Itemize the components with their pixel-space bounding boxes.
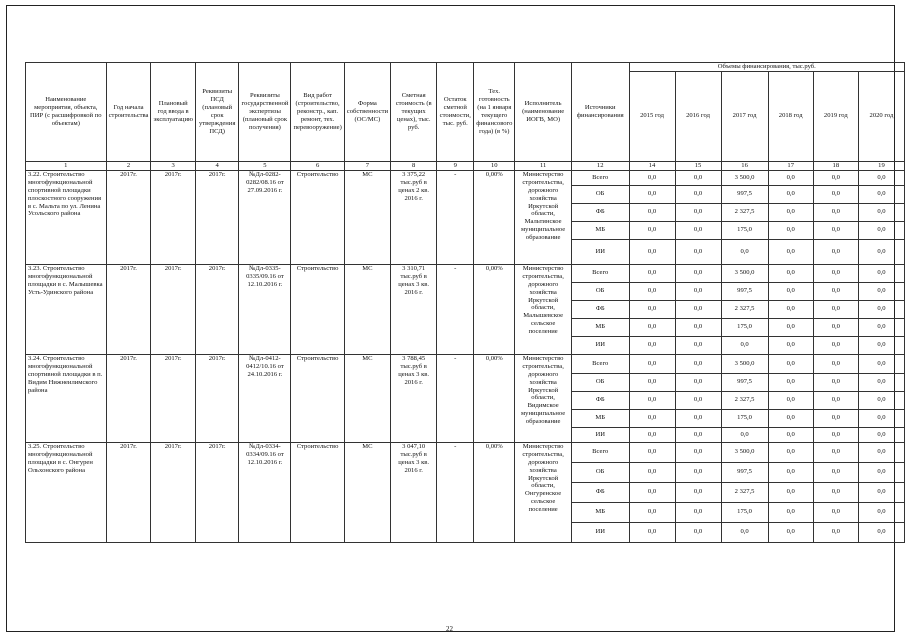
header-sources: Источники финансирования	[571, 63, 629, 162]
expertise: №Дл-0334-0334/09.16 от 12.10.2016 г.	[239, 442, 291, 542]
funding-value: 0,0	[858, 522, 904, 542]
funding-value: 0,0	[813, 462, 858, 482]
funding-value: 0,0	[768, 239, 813, 264]
header-year-1: 2016 год	[675, 71, 721, 161]
funding-value: 0,0	[768, 391, 813, 409]
funding-value: 0,0	[629, 185, 675, 203]
header-psd: Реквизиты ПСД (плановый срок утверждения ПСД)	[195, 63, 239, 162]
funding-value: 0,0	[813, 442, 858, 462]
funding-value: 0,0	[768, 409, 813, 427]
expertise: №Дл-0335-0335/09.16 от 12.10.2016 г.	[239, 264, 291, 354]
executor: Министерство строительства, дорожного хозяйства Иркутской области, Мальтинское муниципальное образование	[515, 170, 571, 264]
funding-value: 0,0	[768, 462, 813, 482]
psd-date: 2017г.	[195, 442, 239, 542]
funding-value: 0,0	[813, 391, 858, 409]
year-start: 2017г.	[106, 170, 151, 264]
object-name: 3.25. Строительство многофункциональной площадки в с. Онгурен Ольхонского района	[26, 442, 107, 542]
funding-value: 0,0	[629, 221, 675, 239]
funding-value: 0,0	[675, 427, 721, 442]
column-number: 17	[768, 161, 813, 170]
funding-value: 0,0	[675, 502, 721, 522]
funding-value: 0,0	[858, 442, 904, 462]
funding-value: 0,0	[813, 221, 858, 239]
funding-value: 0,0	[675, 354, 721, 373]
funding-source: ОБ	[571, 462, 629, 482]
executor: Министерство строительства, дорожного хозяйства Иркутской области, Онгуренское сельское поселение	[515, 442, 571, 542]
estimated-cost: 3 047,10 тыс.руб в ценах 3 кв. 2016 г.	[391, 442, 437, 542]
work-type: Строительство	[291, 354, 344, 442]
executor: Министерство строительства, дорожного хозяйства Иркутской области, Малышевское сельское поселение	[515, 264, 571, 354]
header-remaining-cost: Остаток сметной стоимости, тыс. руб.	[437, 63, 474, 162]
funding-value: 175,0	[721, 502, 768, 522]
funding-source: ФБ	[571, 300, 629, 318]
funding-value: 0,0	[768, 264, 813, 282]
table-body	[26, 170, 905, 542]
psd-date: 2017г.	[195, 354, 239, 442]
funding-value: 0,0	[629, 336, 675, 354]
funding-value: 0,0	[813, 336, 858, 354]
funding-source: ИИ	[571, 239, 629, 264]
funding-source: ФБ	[571, 482, 629, 502]
psd-date: 2017г.	[195, 264, 239, 354]
funding-value: 0,0	[858, 203, 904, 221]
funding-value: 0,0	[813, 282, 858, 300]
funding-value: 0,0	[813, 185, 858, 203]
funding-value: 0,0	[675, 300, 721, 318]
funding-value: 0,0	[675, 336, 721, 354]
funding-value: 0,0	[629, 427, 675, 442]
estimated-cost: 3 375,22 тыс.руб в ценах 2 кв. 2016 г.	[391, 170, 437, 264]
planned-year: 2017г.	[151, 354, 195, 442]
remaining-cost: -	[437, 170, 474, 264]
funding-value: 0,0	[858, 482, 904, 502]
funding-value: 0,0	[858, 409, 904, 427]
funding-value: 2 327,5	[721, 391, 768, 409]
funding-value: 0,0	[813, 239, 858, 264]
funding-source: МБ	[571, 502, 629, 522]
funding-value: 0,0	[813, 300, 858, 318]
funding-source: Всего	[571, 264, 629, 282]
remaining-cost: -	[437, 264, 474, 354]
funding-value: 0,0	[768, 185, 813, 203]
column-number: 9	[437, 161, 474, 170]
table-row	[26, 442, 905, 462]
header-ownership: Форма собственности (ОС/МС)	[344, 63, 390, 162]
header-executor: Исполнитель (наименование ИОГВ, МО)	[515, 63, 571, 162]
funding-value: 0,0	[858, 318, 904, 336]
funding-value: 0,0	[813, 502, 858, 522]
readiness: 0,00%	[474, 354, 515, 442]
funding-value: 0,0	[721, 239, 768, 264]
header-estimated-cost: Сметная стоимость (в текущих ценах), тыс. руб.	[391, 63, 437, 162]
funding-value: 0,0	[675, 170, 721, 185]
year-start: 2017г.	[106, 442, 151, 542]
column-number: 11	[515, 161, 571, 170]
funding-value: 0,0	[675, 462, 721, 482]
funding-value: 0,0	[858, 282, 904, 300]
funding-value: 0,0	[858, 336, 904, 354]
funding-value: 0,0	[858, 170, 904, 185]
funding-value: 3 500,0	[721, 264, 768, 282]
funding-value: 0,0	[813, 354, 858, 373]
funding-value: 997,5	[721, 185, 768, 203]
column-number: 5	[239, 161, 291, 170]
header-year-4: 2019 год	[813, 71, 858, 161]
funding-source: ФБ	[571, 203, 629, 221]
year-start: 2017г.	[106, 354, 151, 442]
column-number: 1	[26, 161, 107, 170]
header-funding-caption: Объемы финансирования, тыс.руб.	[629, 63, 904, 72]
ownership: МС	[344, 170, 390, 264]
funding-value: 0,0	[858, 185, 904, 203]
funding-value: 997,5	[721, 462, 768, 482]
funding-source: ИИ	[571, 427, 629, 442]
column-number: 3	[151, 161, 195, 170]
funding-value: 0,0	[629, 282, 675, 300]
funding-value: 0,0	[813, 318, 858, 336]
ownership: МС	[344, 264, 390, 354]
funding-value: 0,0	[629, 409, 675, 427]
header-year-0: 2015 год	[629, 71, 675, 161]
header-name: Наименование мероприятия, объекта, ПИР (с расшифровкой по объектам)	[26, 63, 107, 162]
funding-value: 0,0	[813, 522, 858, 542]
table-row	[26, 354, 905, 373]
funding-value: 0,0	[675, 203, 721, 221]
column-number: 15	[675, 161, 721, 170]
funding-value: 0,0	[629, 442, 675, 462]
funding-value: 2 327,5	[721, 482, 768, 502]
funding-value: 0,0	[768, 522, 813, 542]
readiness: 0,00%	[474, 442, 515, 542]
header-work-type: Вид работ (строительство, реконстр., кап. ремонт, тех. перевооружение)	[291, 63, 344, 162]
funding-value: 0,0	[768, 482, 813, 502]
column-number: 18	[813, 161, 858, 170]
table-header	[26, 63, 905, 171]
funding-value: 175,0	[721, 221, 768, 239]
funding-value: 0,0	[768, 282, 813, 300]
funding-value: 175,0	[721, 409, 768, 427]
header-year-start: Год начала строительства	[106, 63, 151, 162]
funding-value: 0,0	[768, 427, 813, 442]
funding-value: 0,0	[721, 427, 768, 442]
funding-value: 997,5	[721, 373, 768, 391]
planned-year: 2017г.	[151, 442, 195, 542]
funding-value: 0,0	[768, 318, 813, 336]
funding-value: 3 500,0	[721, 442, 768, 462]
column-number: 14	[629, 161, 675, 170]
readiness: 0,00%	[474, 264, 515, 354]
planned-year: 2017г.	[151, 170, 195, 264]
page-number: 22	[446, 625, 453, 633]
estimated-cost: 3 310,71 тыс.руб в ценах 3 кв. 2016 г.	[391, 264, 437, 354]
funding-source: ОБ	[571, 282, 629, 300]
header-year-5: 2020 год	[858, 71, 904, 161]
funding-value: 0,0	[813, 409, 858, 427]
funding-value: 0,0	[629, 170, 675, 185]
funding-value: 0,0	[629, 264, 675, 282]
year-start: 2017г.	[106, 264, 151, 354]
ownership: МС	[344, 354, 390, 442]
funding-value: 0,0	[675, 185, 721, 203]
funding-value: 0,0	[768, 502, 813, 522]
funding-value: 0,0	[629, 391, 675, 409]
table-row	[26, 264, 905, 282]
funding-value: 0,0	[858, 300, 904, 318]
funding-value: 0,0	[768, 354, 813, 373]
funding-value: 0,0	[629, 203, 675, 221]
funding-value: 0,0	[768, 221, 813, 239]
remaining-cost: -	[437, 442, 474, 542]
funding-value: 0,0	[675, 221, 721, 239]
funding-value: 0,0	[858, 391, 904, 409]
funding-value: 0,0	[675, 482, 721, 502]
column-number: 8	[391, 161, 437, 170]
funding-source: МБ	[571, 318, 629, 336]
column-number: 7	[344, 161, 390, 170]
column-number-row	[26, 161, 905, 170]
funding-value: 0,0	[721, 336, 768, 354]
funding-value: 0,0	[675, 409, 721, 427]
funding-value: 0,0	[768, 203, 813, 221]
funding-value: 0,0	[813, 170, 858, 185]
column-number: 19	[858, 161, 904, 170]
estimated-cost: 3 788,45 тыс.руб в ценах 3 кв. 2016 г.	[391, 354, 437, 442]
funding-source: МБ	[571, 221, 629, 239]
funding-value: 2 327,5	[721, 203, 768, 221]
column-number: 10	[474, 161, 515, 170]
funding-value: 0,0	[675, 391, 721, 409]
funding-value: 0,0	[629, 502, 675, 522]
funding-value: 0,0	[675, 264, 721, 282]
funding-value: 0,0	[768, 336, 813, 354]
funding-value: 0,0	[629, 300, 675, 318]
funding-value: 0,0	[813, 427, 858, 442]
funding-value: 0,0	[629, 373, 675, 391]
funding-value: 0,0	[629, 522, 675, 542]
funding-value: 0,0	[768, 170, 813, 185]
funding-value: 0,0	[721, 522, 768, 542]
work-type: Строительство	[291, 442, 344, 542]
header-readiness: Тех. готовность (на 1 января текущего финансового года) (в %)	[474, 63, 515, 162]
funding-value: 0,0	[813, 482, 858, 502]
funding-value: 0,0	[858, 354, 904, 373]
funding-value: 0,0	[813, 264, 858, 282]
funding-value: 0,0	[858, 373, 904, 391]
funding-value: 0,0	[675, 318, 721, 336]
funding-value: 0,0	[675, 522, 721, 542]
object-name: 3.23. Строительство многофункциональной площадки в с. Малышевка Усть-Удинского района	[26, 264, 107, 354]
funding-source: Всего	[571, 354, 629, 373]
table-row	[26, 170, 905, 185]
funding-source: ОБ	[571, 185, 629, 203]
work-type: Строительство	[291, 264, 344, 354]
funding-value: 0,0	[629, 354, 675, 373]
funding-source: Всего	[571, 442, 629, 462]
funding-value: 0,0	[858, 239, 904, 264]
funding-value: 0,0	[675, 239, 721, 264]
column-number: 12	[571, 161, 629, 170]
funding-value: 0,0	[675, 373, 721, 391]
funding-value: 0,0	[813, 373, 858, 391]
funding-source: ИИ	[571, 522, 629, 542]
funding-value: 2 327,5	[721, 300, 768, 318]
object-name: 3.22. Строительство многофункциональной спортивной площадки плоскостного сооружения в с. Мальта по ул. Ленина Усольского района	[26, 170, 107, 264]
financing-table	[25, 62, 905, 543]
work-type: Строительство	[291, 170, 344, 264]
funding-source: МБ	[571, 409, 629, 427]
column-number: 16	[721, 161, 768, 170]
funding-value: 175,0	[721, 318, 768, 336]
remaining-cost: -	[437, 354, 474, 442]
funding-value: 0,0	[629, 462, 675, 482]
funding-value: 0,0	[858, 427, 904, 442]
executor: Министерство строительства, дорожного хозяйства Иркутской области, Видимское муниципальное образование	[515, 354, 571, 442]
column-number: 2	[106, 161, 151, 170]
funding-value: 0,0	[768, 373, 813, 391]
funding-value: 0,0	[629, 239, 675, 264]
funding-value: 0,0	[629, 482, 675, 502]
funding-value: 0,0	[768, 442, 813, 462]
funding-value: 997,5	[721, 282, 768, 300]
funding-source: Всего	[571, 170, 629, 185]
column-number: 4	[195, 161, 239, 170]
column-number: 6	[291, 161, 344, 170]
funding-value: 0,0	[858, 462, 904, 482]
header-year-3: 2018 год	[768, 71, 813, 161]
funding-value: 0,0	[675, 442, 721, 462]
psd-date: 2017г.	[195, 170, 239, 264]
funding-value: 3 500,0	[721, 354, 768, 373]
funding-source: ФБ	[571, 391, 629, 409]
expertise: №Дл-0282-0282/08.16 от 27.09.2016 г.	[239, 170, 291, 264]
funding-value: 0,0	[675, 282, 721, 300]
funding-value: 0,0	[858, 221, 904, 239]
planned-year: 2017г.	[151, 264, 195, 354]
funding-value: 0,0	[629, 318, 675, 336]
funding-value: 3 500,0	[721, 170, 768, 185]
funding-value: 0,0	[858, 264, 904, 282]
funding-value: 0,0	[813, 203, 858, 221]
funding-value: 0,0	[858, 502, 904, 522]
readiness: 0,00%	[474, 170, 515, 264]
object-name: 3.24. Строительство многофункциональной спортивной площадки в п. Видим Нижнеилимского района	[26, 354, 107, 442]
funding-source: ИИ	[571, 336, 629, 354]
header-year-2: 2017 год	[721, 71, 768, 161]
funding-value: 0,0	[768, 300, 813, 318]
funding-source: ОБ	[571, 373, 629, 391]
ownership: МС	[344, 442, 390, 542]
header-planned-year: Плановый год ввода в эксплуатацию	[151, 63, 195, 162]
expertise: №Дл-0412-0412/10.16 от 24.10.2016 г.	[239, 354, 291, 442]
header-expertise: Реквизиты государственной экспертизы (плановый срок получения)	[239, 63, 291, 162]
